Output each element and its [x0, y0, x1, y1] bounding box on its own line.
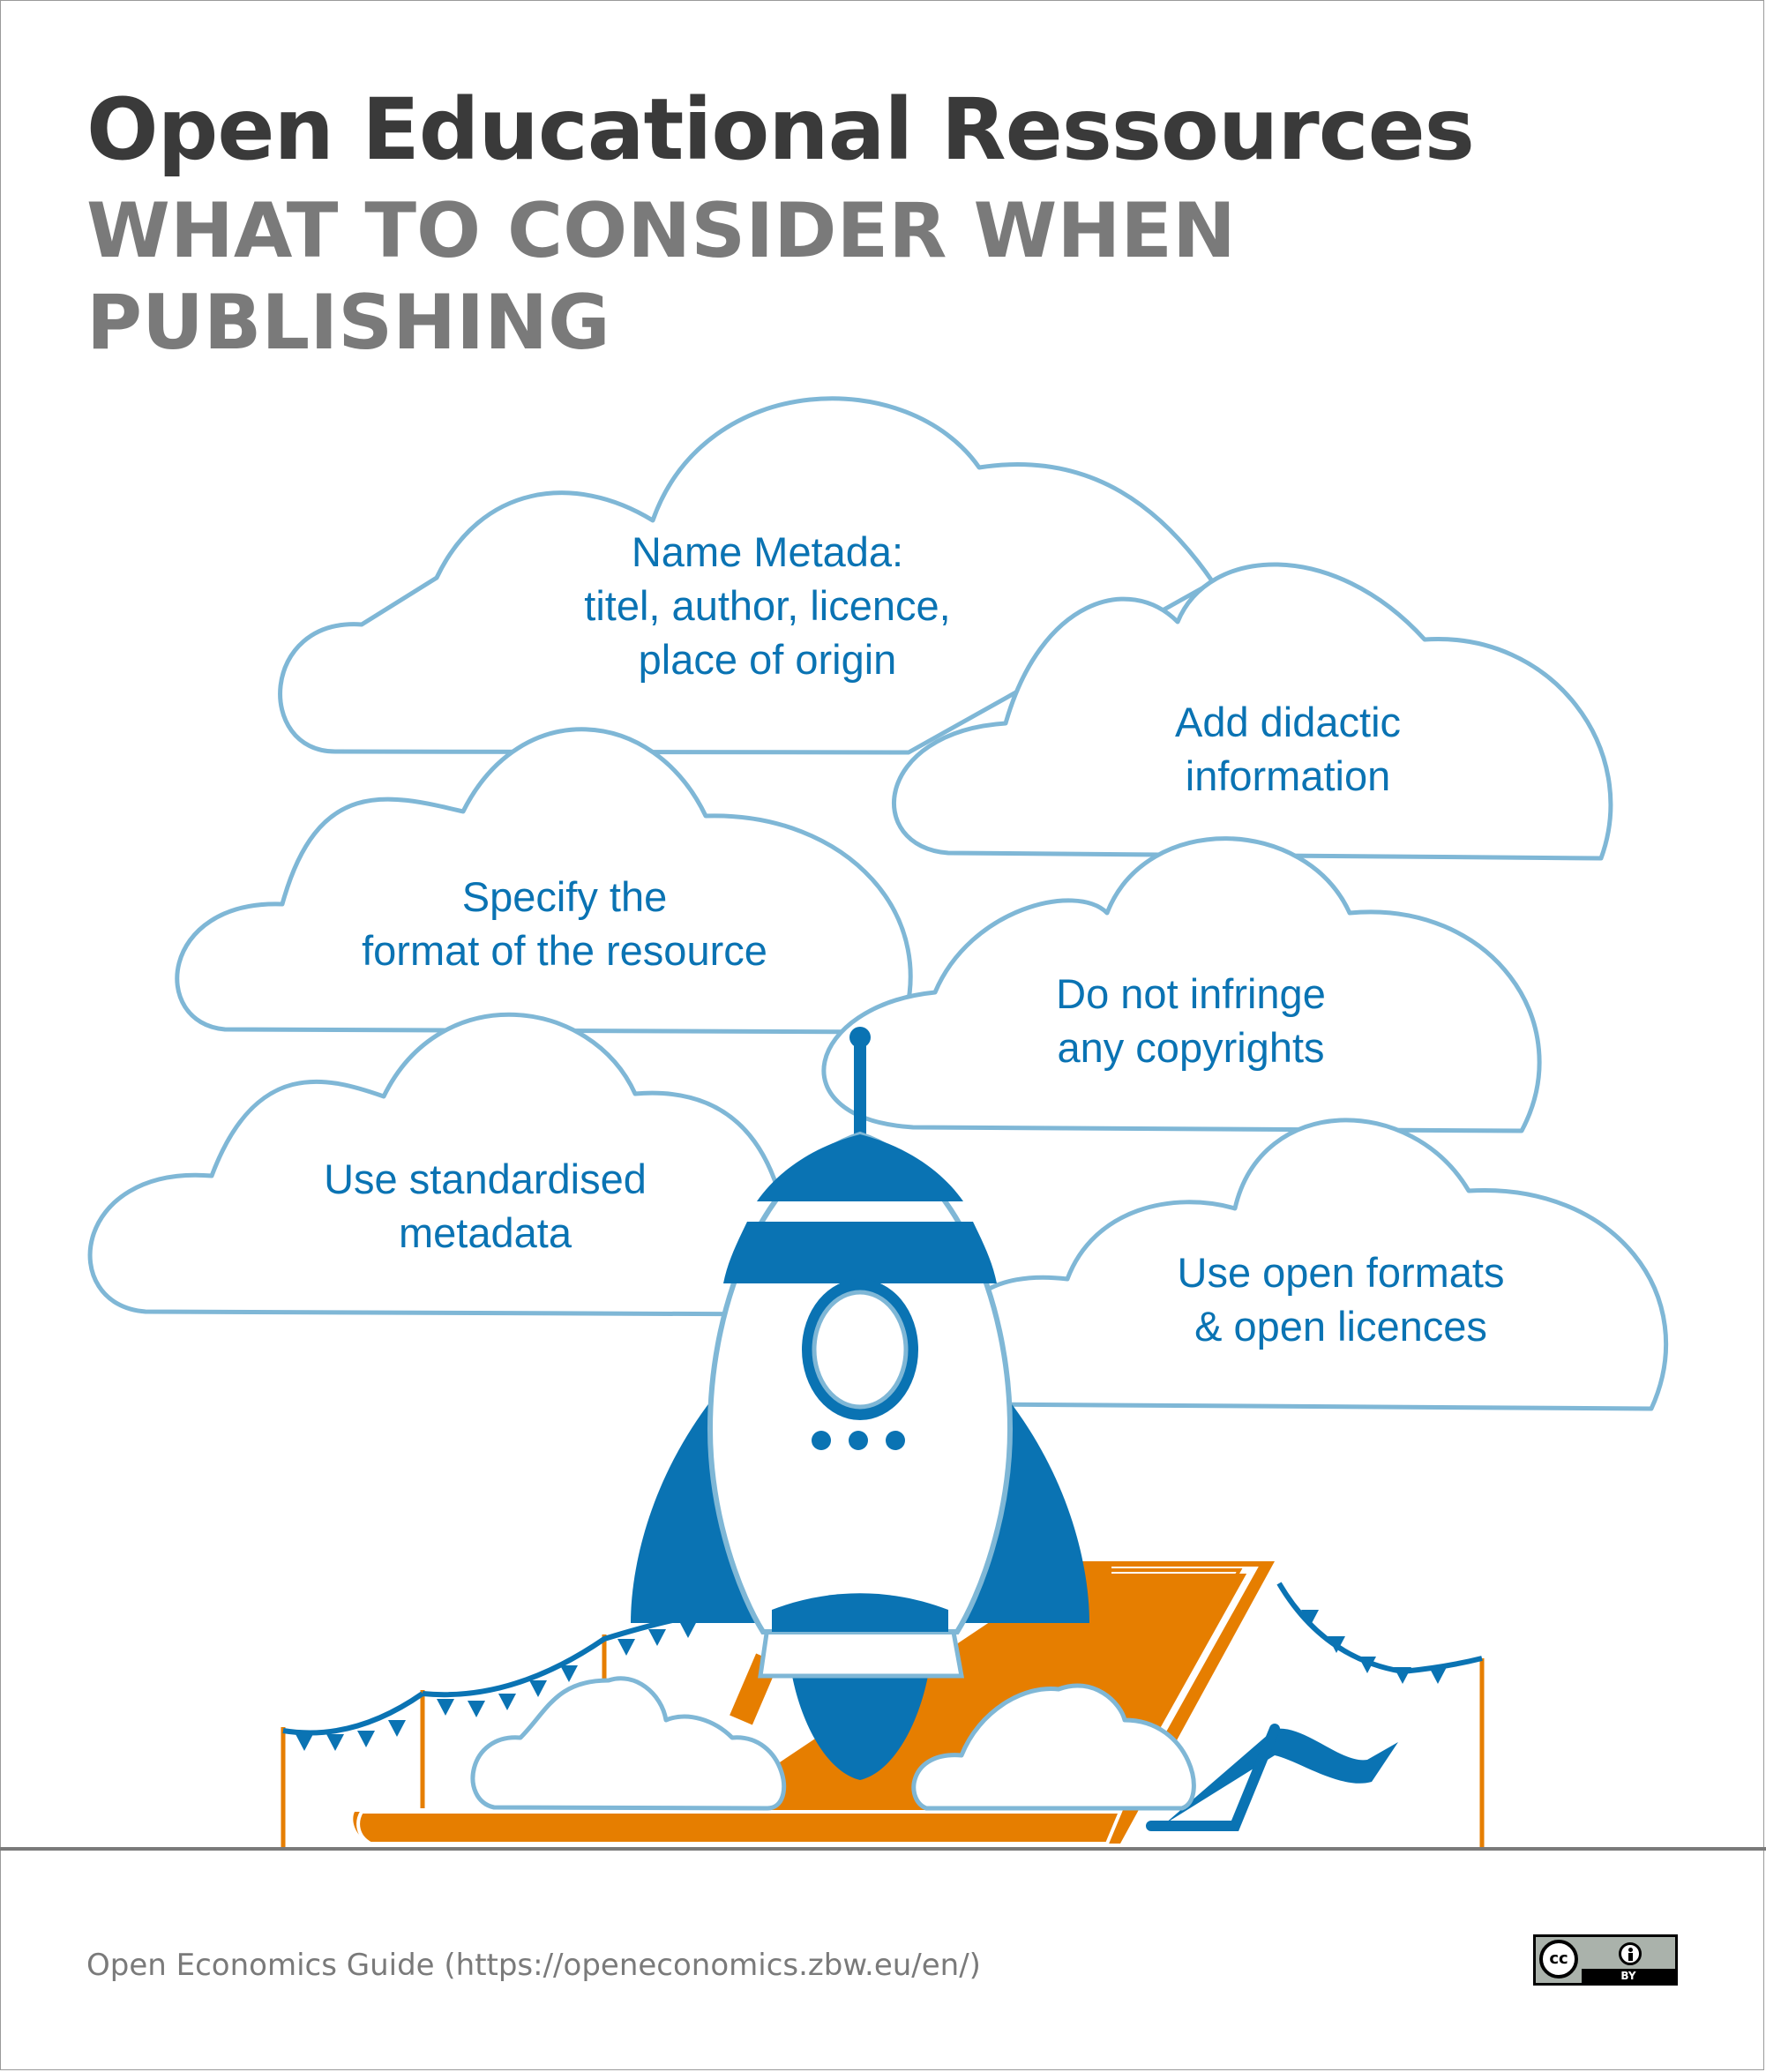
page-title: Open Educational Ressources: [86, 80, 1474, 179]
cloud-text-metadata: Name Metada: titel, author, licence, place of origin: [584, 528, 951, 683]
cloud-text-standardised: Use standardised metadata: [324, 1156, 647, 1256]
page-subtitle: WHAT TO CONSIDER WHEN PUBLISHING: [86, 187, 1237, 367]
footer-source: Open Economics Guide (https://openeconomics.zbw.eu/en/): [86, 1948, 981, 1983]
cloud-text-open-formats: Use open formats & open licences: [1177, 1249, 1505, 1350]
cc-icon: cc: [1539, 1940, 1578, 1978]
cloud-text-format: Specify the format of the resource: [362, 873, 767, 974]
creative-commons-by-icon: [1533, 1934, 1678, 1986]
flag: [1164, 1729, 1398, 1824]
cloud-text-didactic: Add didactic information: [1174, 699, 1402, 799]
by-label: BY: [1620, 1970, 1636, 1982]
attribution-icon: [1619, 1942, 1642, 1965]
cloud-text-copyrights: Do not infringe any copyrights: [1056, 970, 1326, 1071]
